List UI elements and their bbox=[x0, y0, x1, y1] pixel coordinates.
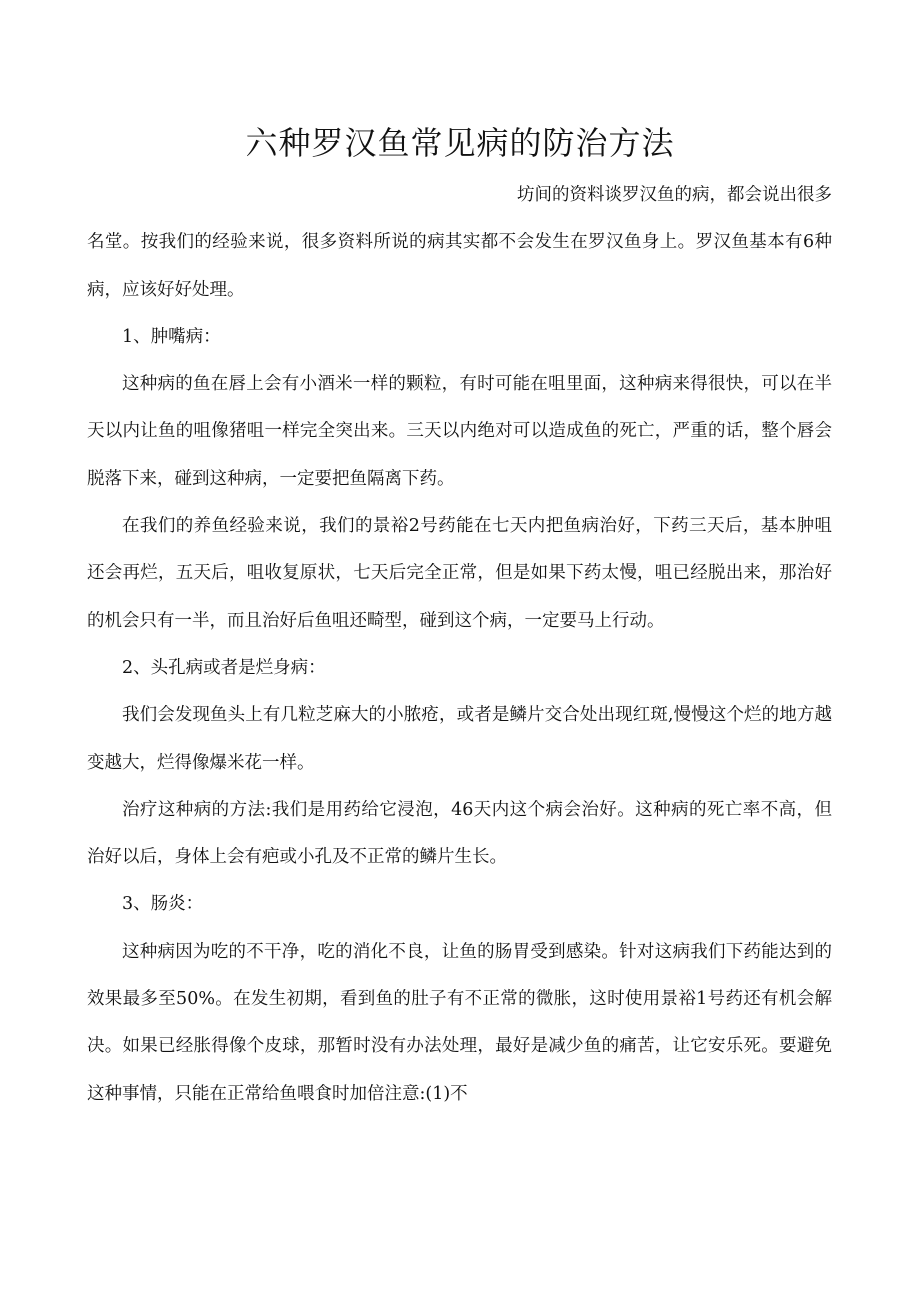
paragraph-enteritis: 这种病因为吃的不干净，吃的消化不良，让鱼的肠胃受到感染。针对这病我们下药能达到的效果最多至50%。在发生初期，看到鱼的肚子有不正常的微胀，这时使用景裕1号药还有机会解决。如果已经胀得像个皮球，那暂时没有办法处理，最好是减少鱼的痛苦，让它安乐死。要避免这种事情，只能在正常给鱼喂食时加倍注意:(1)不 bbox=[87, 941, 832, 1104]
intro-paragraph bbox=[87, 172, 832, 314]
paragraph-swollen-mouth-symptoms: 这种病的鱼在唇上会有小酒米一样的颗粒，有时可能在咀里面，这种病来得很快，可以在半天以内让鱼的咀像猪咀一样完全突出来。三天以内绝对可以造成鱼的死亡，严重的话，整个唇会脱落下来，碰到这种病，一定要把鱼隔离下药。 bbox=[87, 374, 832, 489]
document-body bbox=[87, 172, 832, 1118]
heading-hole-head: 2、头孔病或者是烂身病： bbox=[122, 657, 326, 678]
paragraph-hole-head-symptoms: 我们会发现鱼头上有几粒芝麻大的小脓疮，或者是鳞片交合处出现红斑,慢慢这个烂的地方越变越大，烂得像爆米花一样。 bbox=[87, 705, 832, 773]
heading-enteritis: 3、肠炎： bbox=[122, 894, 204, 915]
document-title: 六种罗汉鱼常见病的防治方法 bbox=[245, 124, 675, 162]
intro-rest: 名堂。按我们的经验来说，很多资料所说的病其实都不会发生在罗汉鱼身上。罗汉鱼基本有6种病，应该好好处理。 bbox=[87, 232, 832, 300]
paragraph-swollen-mouth-treatment: 在我们的养鱼经验来说，我们的景裕2号药能在七天内把鱼病治好，下药三天后，基本肿咀还会再烂，五天后，咀收复原状，七天后完全正常，但是如果下药太慢，咀已经脱出来，那治好的机会只有一半，而且治好后鱼咀还畸型，碰到这个病，一定要马上行动。 bbox=[87, 516, 832, 631]
paragraph-hole-head-treatment: 治疗这种病的方法:我们是用药给它浸泡，46天内这个病会治好。这种病的死亡率不高，但治好以后，身体上会有疤或小孔及不正常的鳞片生长。 bbox=[87, 799, 832, 868]
intro-first-line: 坊间的资料谈罗汉鱼的病，都会说出很多 bbox=[517, 185, 832, 205]
heading-swollen-mouth: 1、肿嘴病： bbox=[122, 326, 221, 347]
